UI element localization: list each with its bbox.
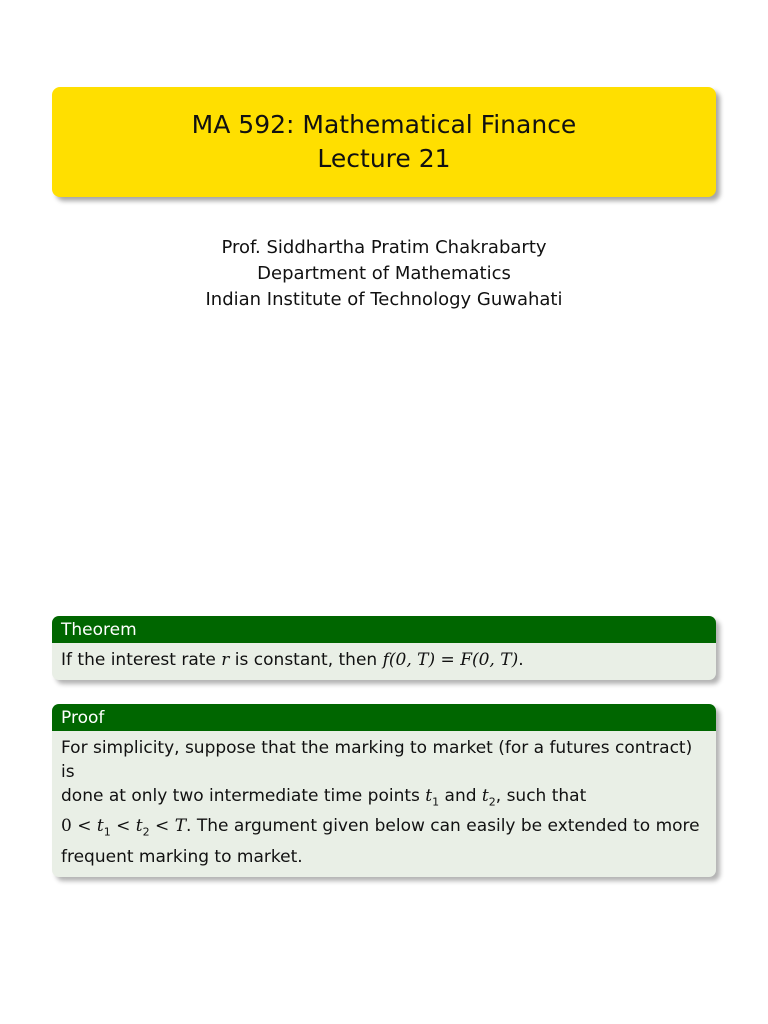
var-t1: t <box>425 786 433 806</box>
proof-line-4: frequent marking to market. <box>61 846 303 867</box>
ineq-t1-sub: 1 <box>103 825 111 839</box>
proof-line-2-b: , such that <box>495 786 587 806</box>
lecture-title: Lecture 21 <box>317 144 451 173</box>
course-title: MA 592: Mathematical Finance <box>191 110 577 139</box>
ineq-zero: 0 < <box>61 816 97 837</box>
proof-line-3 <box>61 814 707 844</box>
var-t2: t <box>481 786 489 806</box>
ineq-t1: t <box>96 816 104 837</box>
proof-body <box>52 731 716 877</box>
ineq-t2-sub: 2 <box>142 825 150 839</box>
theorem-body <box>52 643 716 680</box>
proof-header: Proof <box>52 704 716 731</box>
theorem-text-before: If the interest rate <box>61 650 222 670</box>
ineq-t2: t <box>135 816 143 837</box>
theorem-header: Theorem <box>52 616 716 643</box>
var-t1-sub: 1 <box>432 795 440 809</box>
proof-line-2-a: done at only two intermediate time points <box>61 786 426 806</box>
ineq-lt-2: < <box>149 816 175 837</box>
theorem-end: . <box>518 650 524 670</box>
theorem-equals: = <box>435 650 461 670</box>
title-box <box>52 87 716 197</box>
author-block <box>0 235 768 313</box>
proof-line-2-and: and <box>439 786 482 806</box>
ineq-lt-1: < <box>110 816 136 837</box>
var-r: r <box>221 650 230 670</box>
theorem-rhs: F(0, T) <box>460 650 519 670</box>
var-t2-sub: 2 <box>488 795 496 809</box>
proof-line-3-rest: . The argument given below can easily be extended to more <box>186 816 700 837</box>
theorem-lhs: f(0, T) <box>382 650 436 670</box>
ineq-T: T <box>174 816 187 837</box>
author-department: Department of Mathematics <box>257 263 511 284</box>
proof-block <box>52 704 716 877</box>
author-institute: Indian Institute of Technology Guwahati <box>205 289 563 310</box>
theorem-block <box>52 616 716 680</box>
proof-line-2 <box>61 784 707 814</box>
proof-line-1: For simplicity, suppose that the marking to market (for a futures contract) is <box>61 738 693 782</box>
theorem-text-middle: is constant, then <box>229 650 383 670</box>
author-name: Prof. Siddhartha Pratim Chakrabarty <box>221 237 547 258</box>
